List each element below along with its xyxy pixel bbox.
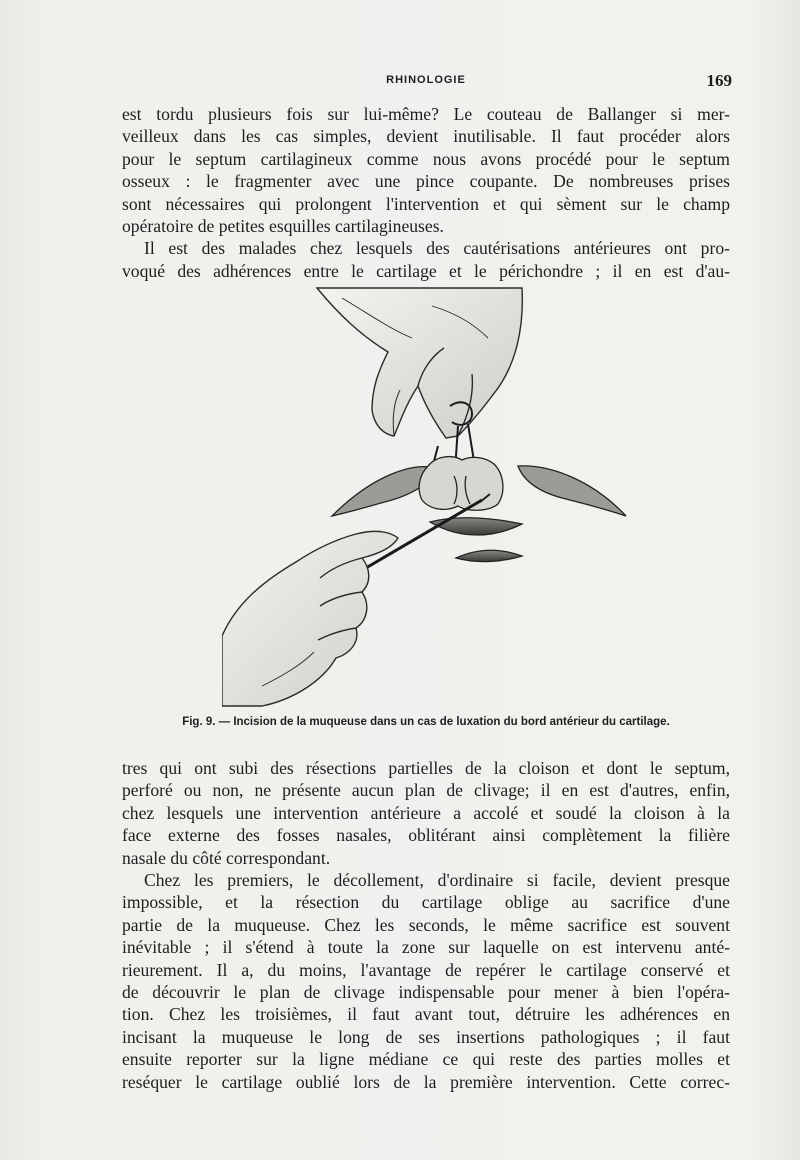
text-line: veilleux dans les cas simples, devient inutilisable. Il faut procéder alors [122, 126, 730, 147]
text-line: perforé ou non, ne présente aucun plan de clivage; il en est d'autres, enfin, [122, 780, 730, 801]
text-line: reséquer le cartilage oublié lors de la première intervention. Cette correc- [122, 1071, 730, 1092]
text-line: impossible, et la résection du cartilage oblige au sacrifice d'une [122, 892, 730, 913]
text-line: ensuite reporter sur la ligne médiane ce qui reste des parties molles et [122, 1049, 730, 1070]
text-line: nasale du côté correspondant. [122, 847, 331, 868]
text-line: Il est des malades chez lesquels des cautérisations antérieures ont pro- [144, 238, 730, 259]
surgical-illustration [222, 286, 642, 708]
text-line: rieurement. Il a, du moins, l'avantage de repérer le cartilage conservé et [122, 959, 730, 980]
paragraph [122, 237, 730, 282]
running-title: RHINOLOGIE [386, 74, 466, 86]
paragraph [122, 103, 730, 237]
text-line: osseux : le fragmenter avec une pince coupante. De nombreuses prises [122, 171, 730, 192]
text-block-top [122, 103, 730, 282]
upper-hand [317, 288, 522, 438]
text-line: partie de la muqueuse. Chez les seconds, le même sacrifice est souvent [122, 914, 730, 935]
text-line: sont nécessaires qui prolongent l'intervention et qui sèment sur le champ [122, 193, 730, 214]
text-block-bottom [122, 757, 730, 1093]
page-number: 169 [706, 71, 732, 90]
text-line: chez lesquels une intervention antérieure a accolé et soudé la cloison à la [122, 802, 730, 823]
text-line: est tordu plusieurs fois sur lui-même? Le couteau de Ballanger si mer- [122, 104, 730, 124]
text-line: inévitable ; il s'étend à toute la zone sur laquelle on est intervenu anté- [122, 937, 730, 958]
text-line: de découvrir le plan de clivage indispensable pour mener à bien l'opéra- [122, 982, 730, 1003]
text-line: tres qui ont subi des résections partielles de la cloison et dont le septum, [122, 758, 730, 778]
figure-caption: Fig. 9. — Incision de la muqueuse dans un cas de luxation du bord antérieur du cartilage. [182, 716, 670, 728]
text-line: Chez les premiers, le décollement, d'ordinaire si facile, devient presque [144, 870, 730, 891]
illustration-drawing [222, 286, 642, 708]
text-line: opératoire de petites esquilles cartilagineuses. [122, 216, 444, 237]
text-line: incisant la muqueuse le long de ses insertions pathologiques ; il faut [122, 1026, 730, 1047]
text-line: face externe des fosses nasales, oblitérant ainsi complètement la filière [122, 825, 730, 846]
paragraph [122, 869, 730, 1093]
running-head [120, 71, 732, 96]
text-line: voqué des adhérences entre le cartilage et le périchondre ; il en est d'au- [122, 260, 730, 281]
text-line: tion. Chez les troisièmes, il faut avant tout, détruire les adhérences en [122, 1004, 730, 1025]
text-line: pour le septum cartilagineux comme nous avons procédé pour le septum [122, 148, 730, 169]
paragraph [122, 757, 730, 869]
